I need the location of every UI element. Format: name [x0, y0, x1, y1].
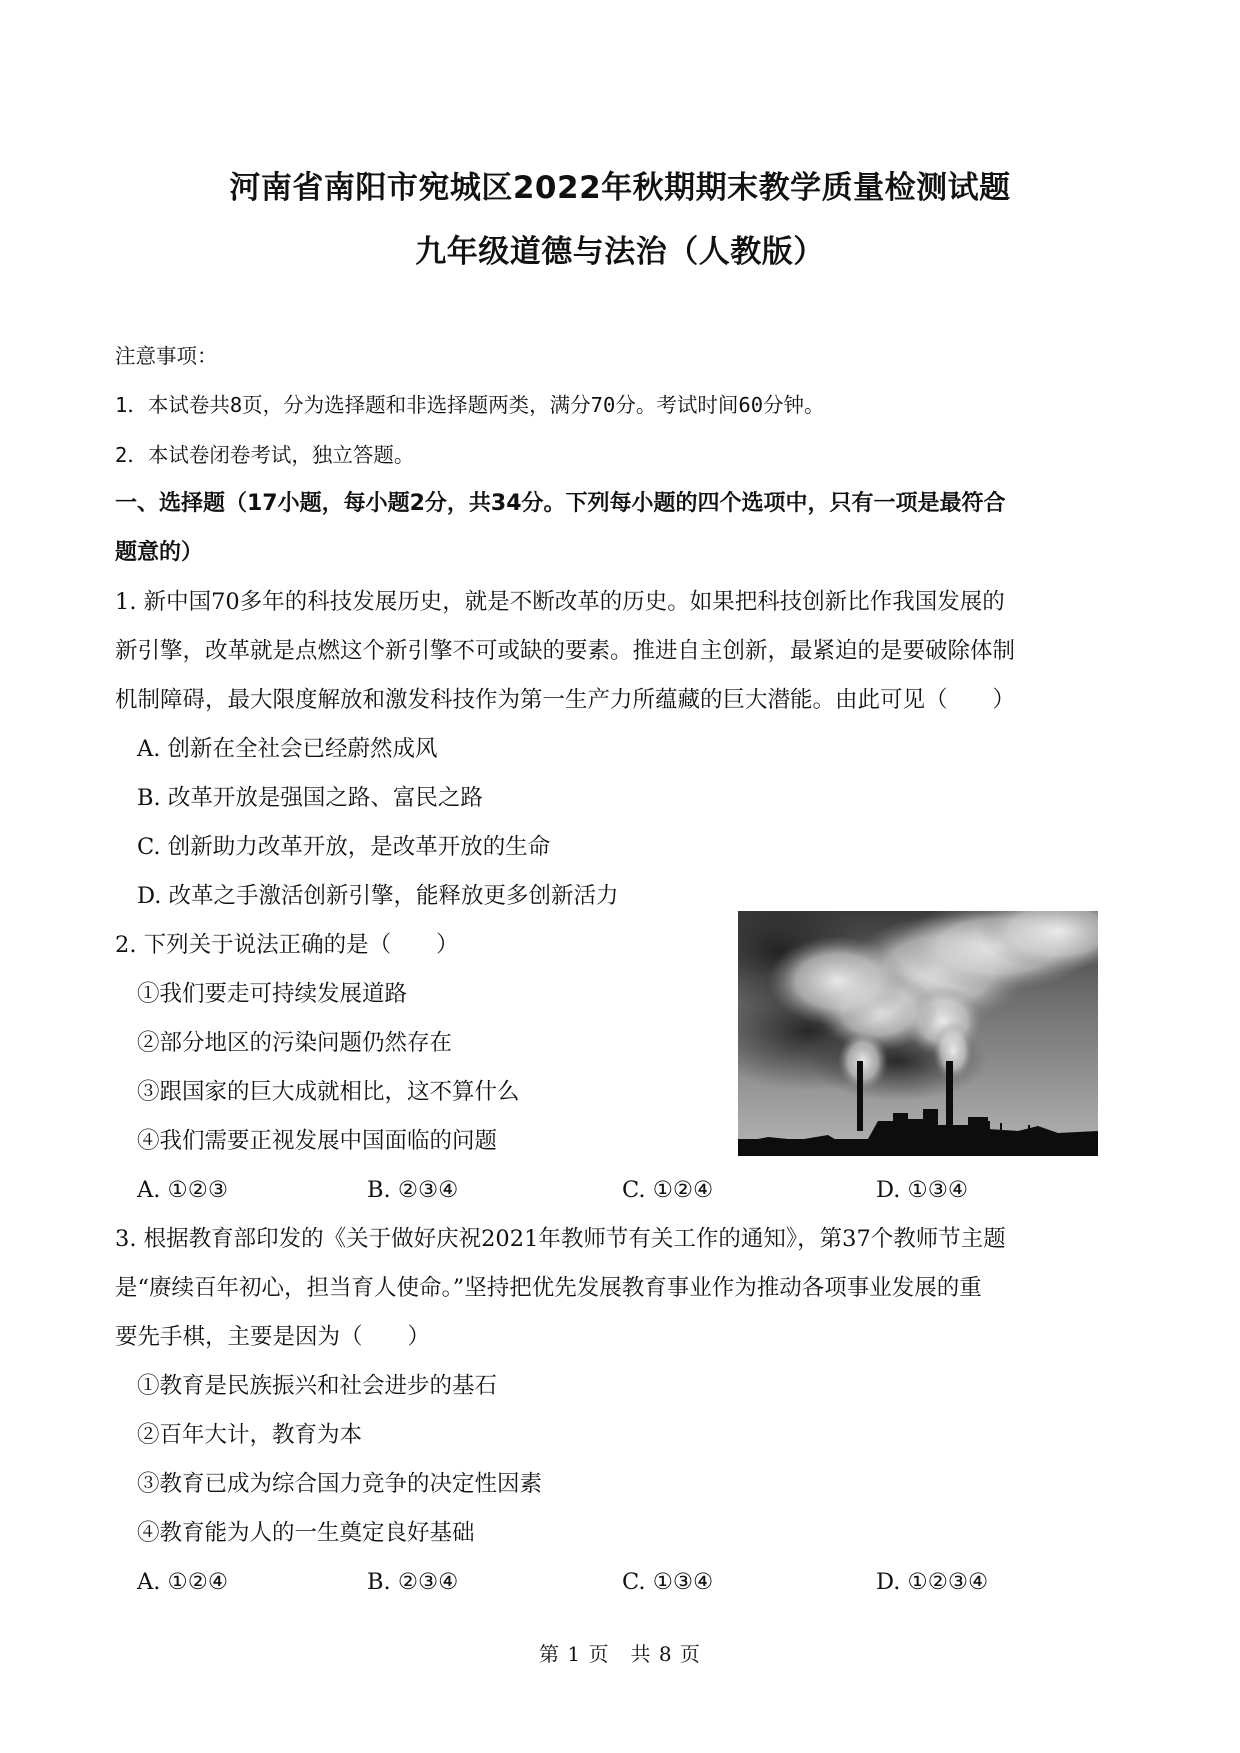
- q2-statement-1: ①我们要走可持续发展道路: [137, 981, 408, 1007]
- q2-option-a: A. ①②③: [137, 1177, 229, 1203]
- q1-stem-line-3: 机制障碍，最大限度解放和激发科技作为第一生产力所蕴藏的巨大潜能。由此可见（ ）: [115, 687, 1016, 713]
- q3-statement-3: ③教育已成为综合国力竞争的决定性因素: [137, 1471, 543, 1497]
- q2-statement-4: ④我们需要正视发展中国面临的问题: [137, 1128, 498, 1154]
- q2-option-d: D. ①③④: [876, 1177, 969, 1203]
- q3-statement-1: ①教育是民族振兴和社会进步的基石: [137, 1373, 498, 1399]
- q2-statement-2: ②部分地区的污染问题仍然存在: [137, 1030, 453, 1056]
- section-heading: 一、选择题（17小题，每小题2分，共34分。下列每小题的四个选项中，只有一项是最符合: [115, 491, 1006, 516]
- q1-stem-line-1: 1. 新中国70多年的科技发展历史，就是不断改革的历史。如果把科技创新比作我国发展的: [115, 589, 1005, 615]
- pollution-photo: [738, 911, 1098, 1156]
- q2-option-c: C. ①②④: [622, 1177, 714, 1203]
- q1-option-c: C. 创新助力改革开放，是改革开放的生命: [137, 834, 551, 860]
- q3-option-b: B. ②③④: [367, 1569, 459, 1595]
- q1-option-d: D. 改革之手激活创新引擎，能释放更多创新活力: [137, 883, 619, 909]
- q3-statement-4: ④教育能为人的一生奠定良好基础: [137, 1520, 475, 1546]
- q3-option-a: A. ①②④: [137, 1569, 229, 1595]
- q1-option-a: A. 创新在全社会已经蔚然成风: [137, 736, 438, 762]
- q2-option-b: B. ②③④: [367, 1177, 459, 1203]
- section-heading-cont: 题意的）: [115, 540, 204, 565]
- q3-stem-line-3: 要先手棋，主要是因为（ ）: [115, 1324, 431, 1350]
- q2-statement-3: ③跟国家的巨大成就相比，这不算什么: [137, 1079, 520, 1105]
- q3-stem-line-1: 3. 根据教育部印发的《关于做好庆祝2021年教师节有关工作的通知》，第37个教师节主题: [115, 1226, 1006, 1252]
- exam-subtitle: 九年级道德与法治（人教版）: [415, 234, 825, 270]
- page-footer: 第 1 页 共 8 页: [539, 1642, 701, 1666]
- q2-stem: 2. 下列关于说法正确的是（ ）: [115, 932, 459, 958]
- exam-title: 河南省南阳市宛城区2022年秋期期末教学质量检测试题: [229, 170, 1011, 206]
- q3-option-c: C. ①③④: [622, 1569, 714, 1595]
- q3-option-d: D. ①②③④: [876, 1569, 989, 1595]
- notice-item-1: 1．本试卷共8页，分为选择题和非选择题两类，满分70分。考试时间60分钟。: [115, 393, 825, 417]
- q3-stem-line-2: 是“赓续百年初心，担当育人使命。”坚持把优先发展教育事业作为推动各项事业发展的重: [115, 1275, 982, 1301]
- notice-heading: 注意事项：: [115, 344, 218, 368]
- q3-statement-2: ②百年大计，教育为本: [137, 1422, 363, 1448]
- q1-stem-line-2: 新引擎，改革就是点燃这个新引擎不可或缺的要素。推进自主创新，最紧迫的是要破除体制: [115, 638, 1016, 664]
- q1-option-b: B. 改革开放是强国之路、富民之路: [137, 785, 483, 811]
- notice-item-2: 2．本试卷闭卷考试，独立答题。: [115, 443, 415, 467]
